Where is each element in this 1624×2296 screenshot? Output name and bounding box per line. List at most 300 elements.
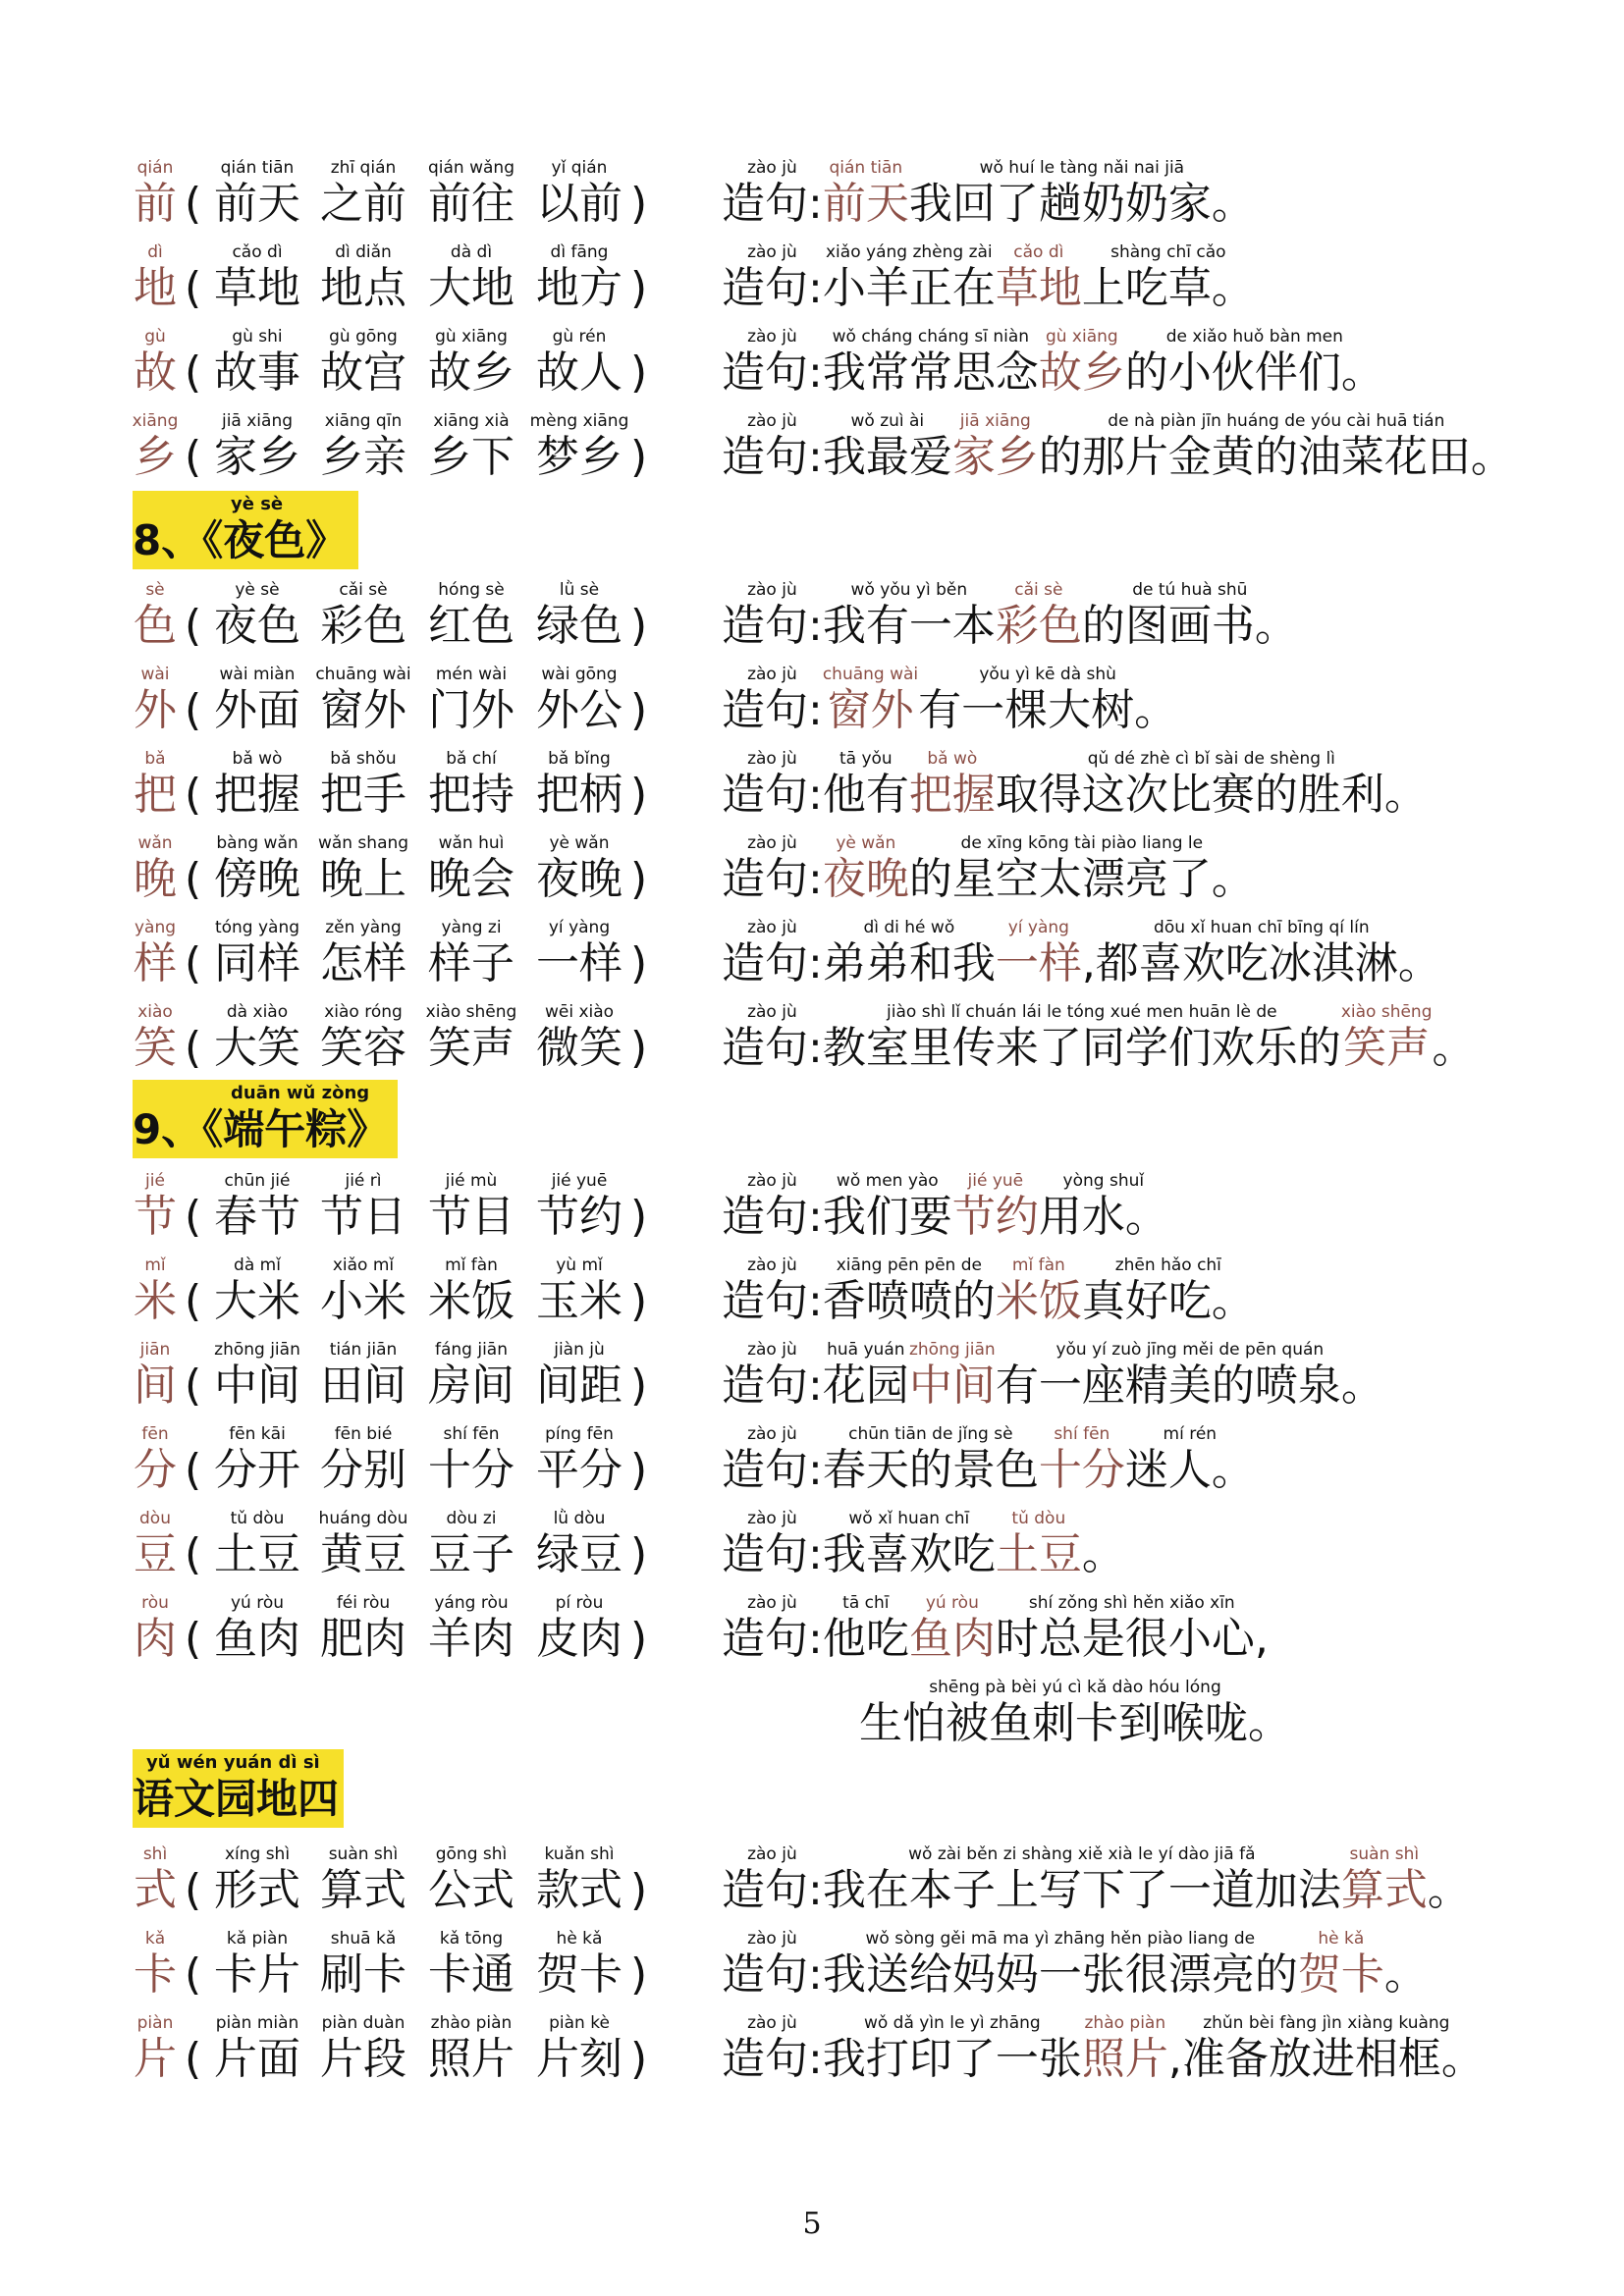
sentence-fragment-pinyin: jiào shì lǐ chuán lái le tóng xué men huān lè de bbox=[887, 1002, 1277, 1022]
word-compound-hanzi: 故乡 bbox=[428, 347, 514, 398]
close-paren: ) bbox=[630, 179, 648, 229]
heading-title: 语文园地四 bbox=[133, 1775, 340, 1823]
word-compound-hanzi: 绿豆 bbox=[536, 1529, 623, 1579]
word-compound-hanzi: 公式 bbox=[428, 1865, 514, 1915]
sentence-fragment-hanzi: 我们要 bbox=[822, 1192, 952, 1242]
sentence-keyword-pinyin: gù xiāng bbox=[1045, 327, 1118, 347]
open-paren: ( bbox=[185, 2034, 202, 2084]
target-character-hanzi: 乡 bbox=[134, 432, 177, 482]
sentence-fragment-hanzi: 造句: bbox=[722, 601, 823, 651]
word-compound-pinyin: jié rì bbox=[345, 1171, 382, 1191]
sentence-line bbox=[722, 917, 1441, 989]
word-compound bbox=[206, 832, 308, 905]
sentence-line bbox=[722, 410, 1514, 483]
sentence-fragment bbox=[859, 1677, 1291, 1749]
character-words bbox=[126, 410, 676, 495]
example-sentence bbox=[722, 157, 1586, 241]
word-compound bbox=[312, 832, 414, 905]
sentence-fragment-hanzi: 造句: bbox=[722, 938, 823, 988]
sentence-fragment-pinyin: yòng shuǐ bbox=[1062, 1171, 1145, 1191]
sentence-fragment-hanzi: 我送给妈妈一张很漂亮的 bbox=[822, 1949, 1298, 2000]
word-compound-pinyin: gōng shì bbox=[435, 1844, 508, 1864]
word-compound-hanzi: 皮肉 bbox=[536, 1614, 623, 1664]
sentence-fragment-pinyin bbox=[1433, 1001, 1476, 1023]
sentence-line bbox=[722, 1423, 1255, 1496]
word-compound-hanzi: 一样 bbox=[536, 938, 623, 988]
sentence-fragment-hanzi: 用水。 bbox=[1038, 1192, 1168, 1242]
word-compound-hanzi: 小米 bbox=[320, 1276, 406, 1326]
sentence-fragment-pinyin: zào jù bbox=[747, 1929, 797, 1949]
sentence-line bbox=[722, 241, 1255, 314]
sentence-fragment-hanzi: 我回了趟奶奶家。 bbox=[908, 179, 1255, 229]
word-compound-hanzi: 梦乡 bbox=[536, 432, 623, 482]
target-character bbox=[126, 579, 185, 652]
word-compound bbox=[528, 917, 630, 989]
sentence-keyword bbox=[823, 832, 909, 905]
sentence-fragment bbox=[722, 1423, 823, 1496]
word-compound-hanzi: 形式 bbox=[214, 1865, 300, 1915]
sentence-keyword-hanzi: 米饭 bbox=[995, 1276, 1082, 1326]
target-character-hanzi: 前 bbox=[134, 179, 177, 229]
open-paren: ( bbox=[185, 938, 202, 988]
word-compound-pinyin: tián jiān bbox=[329, 1340, 398, 1360]
word-compound bbox=[528, 1843, 630, 1916]
word-compound bbox=[420, 579, 522, 652]
sentence-fragment-pinyin bbox=[1428, 1843, 1471, 1865]
heading-title: 8、《夜色》 bbox=[133, 516, 348, 564]
sentence-fragment bbox=[722, 748, 823, 821]
word-compound bbox=[312, 326, 414, 399]
vocab-entry bbox=[0, 664, 1624, 748]
word-compound-pinyin: huáng dòu bbox=[318, 1509, 408, 1528]
word-compound bbox=[206, 157, 308, 230]
word-compound-hanzi: 地方 bbox=[536, 263, 623, 313]
vocab-entry bbox=[0, 241, 1624, 326]
word-compound-hanzi: 微笑 bbox=[536, 1023, 623, 1073]
open-paren: ( bbox=[185, 1361, 202, 1411]
sentence-fragment-pinyin: wǒ cháng cháng sī niàn bbox=[832, 327, 1030, 347]
sentence-keyword bbox=[1341, 1001, 1433, 1074]
word-compound bbox=[312, 748, 414, 821]
word-compound-hanzi: 彩色 bbox=[320, 601, 406, 651]
word-compound-hanzi: 分别 bbox=[320, 1445, 406, 1495]
target-character-hanzi: 豆 bbox=[134, 1529, 177, 1579]
sentence-fragment-pinyin: zào jù bbox=[747, 580, 797, 600]
word-compound-hanzi: 把持 bbox=[428, 770, 514, 820]
word-compound-pinyin: piàn duàn bbox=[321, 2013, 406, 2033]
word-compound bbox=[312, 1843, 414, 1916]
word-compound bbox=[206, 1170, 308, 1243]
open-paren: ( bbox=[185, 854, 202, 904]
sentence-fragment-pinyin: wǒ zuì ài bbox=[850, 411, 925, 431]
open-paren: ( bbox=[185, 1192, 202, 1242]
sentence-fragment-pinyin: tā yǒu bbox=[839, 749, 893, 769]
word-compound-pinyin: bǎ chí bbox=[446, 749, 497, 769]
sentence-fragment-hanzi: 迷人。 bbox=[1124, 1445, 1255, 1495]
sentence-fragment-hanzi: 我常常思念 bbox=[822, 347, 1039, 398]
sentence-fragment-hanzi: 。 bbox=[1432, 1023, 1476, 1073]
sentence-fragment-hanzi: 造句: bbox=[722, 432, 823, 482]
word-compound-hanzi: 田间 bbox=[320, 1361, 406, 1411]
sentence-fragment-hanzi: ,准备放进相框。 bbox=[1167, 2034, 1485, 2084]
sentence-fragment bbox=[722, 1170, 823, 1243]
word-compound-pinyin: gù gōng bbox=[329, 327, 398, 347]
sentence-keyword-pinyin: hè kǎ bbox=[1318, 1929, 1365, 1949]
target-character-pinyin: fēn bbox=[141, 1424, 169, 1444]
word-compound bbox=[206, 241, 308, 314]
word-compound-hanzi: 故宫 bbox=[320, 347, 406, 398]
target-character-hanzi: 色 bbox=[134, 601, 177, 651]
word-compound-pinyin: yù mǐ bbox=[556, 1255, 603, 1275]
target-character-pinyin: qián bbox=[136, 158, 174, 178]
sentence-fragment-pinyin: zào jù bbox=[747, 2013, 797, 2033]
word-compound-hanzi: 分开 bbox=[214, 1445, 300, 1495]
sentence-fragment-pinyin: zào jù bbox=[747, 242, 797, 262]
word-compound-hanzi: 同样 bbox=[214, 938, 300, 988]
example-sentence bbox=[722, 1170, 1586, 1255]
word-compound bbox=[312, 1423, 414, 1496]
sentence-fragment bbox=[1082, 1508, 1125, 1580]
word-compound bbox=[528, 579, 630, 652]
word-compound-pinyin: yú ròu bbox=[230, 1593, 285, 1613]
word-compound bbox=[206, 1255, 308, 1327]
sentence-fragment-hanzi: 弟弟和我 bbox=[822, 938, 996, 988]
word-compound-hanzi: 羊肉 bbox=[428, 1614, 514, 1664]
sentence-fragment-hanzi: 。 bbox=[1427, 1865, 1471, 1915]
sentence-fragment bbox=[823, 1423, 1039, 1496]
character-words bbox=[126, 1001, 676, 1086]
sentence-fragment-hanzi: 我打印了一张 bbox=[822, 2034, 1082, 2084]
character-words bbox=[126, 664, 676, 748]
word-compound-pinyin: qián tiān bbox=[220, 158, 295, 178]
sentence-keyword-hanzi: 贺卡 bbox=[1297, 1949, 1384, 2000]
sentence-fragment-pinyin bbox=[1082, 1508, 1125, 1529]
word-compound-hanzi: 节约 bbox=[536, 1192, 623, 1242]
target-character-pinyin: shì bbox=[142, 1844, 168, 1864]
word-compound-pinyin: xiào shēng bbox=[425, 1002, 517, 1022]
target-character bbox=[126, 241, 185, 314]
sentence-fragment bbox=[722, 1592, 823, 1665]
word-compound-hanzi: 笑容 bbox=[320, 1023, 406, 1073]
character-words bbox=[126, 1339, 676, 1423]
word-compound-pinyin: tǔ dòu bbox=[230, 1509, 285, 1528]
sentence-fragment bbox=[823, 1592, 909, 1665]
sentence-keyword-pinyin: cǎo dì bbox=[1013, 242, 1064, 262]
word-compound bbox=[528, 241, 630, 314]
sentence-fragment-hanzi: 我最爱 bbox=[822, 432, 952, 482]
sentence-fragment-pinyin: zào jù bbox=[747, 411, 797, 431]
word-compound-pinyin: xiāng xià bbox=[433, 411, 510, 431]
target-character-pinyin: xiào bbox=[137, 1002, 173, 1022]
vocab-entry bbox=[0, 410, 1624, 495]
vocab-entry bbox=[0, 579, 1624, 664]
sentence-fragment-hanzi: 。 bbox=[1081, 1529, 1125, 1579]
word-compound-hanzi: 门外 bbox=[428, 685, 514, 735]
word-compound-hanzi: 节日 bbox=[320, 1192, 406, 1242]
word-compound bbox=[312, 579, 414, 652]
sentence-keyword-hanzi: 中间 bbox=[908, 1361, 996, 1411]
word-compound-pinyin: pí ròu bbox=[555, 1593, 604, 1613]
word-compound-pinyin: xiào róng bbox=[324, 1002, 403, 1022]
word-compound-pinyin: wǎn shang bbox=[317, 833, 409, 853]
word-compound-pinyin: jiā xiāng bbox=[221, 411, 294, 431]
sentence-keyword-pinyin: jié yuē bbox=[967, 1171, 1024, 1191]
sentence-fragment bbox=[823, 1170, 952, 1243]
sentence-fragment-hanzi: 造句: bbox=[722, 1445, 823, 1495]
sentence-fragment bbox=[1433, 1001, 1476, 1074]
word-compound-hanzi: 晚会 bbox=[428, 854, 514, 904]
sentence-fragment bbox=[722, 326, 823, 399]
sentence-fragment bbox=[823, 1928, 1298, 2001]
word-compound-pinyin: xíng shì bbox=[224, 1844, 291, 1864]
sentence-fragment-pinyin: zào jù bbox=[747, 833, 797, 853]
sentence-fragment bbox=[722, 579, 823, 652]
word-compound-pinyin: tóng yàng bbox=[214, 918, 300, 937]
sentence-fragment-pinyin: qǔ dé zhè cì bǐ sài de shèng lì bbox=[1087, 749, 1335, 769]
sentence-fragment bbox=[722, 1339, 823, 1412]
example-sentence bbox=[722, 326, 1586, 410]
open-paren: ( bbox=[185, 1949, 202, 2000]
word-compound-pinyin: zhào piàn bbox=[430, 2013, 513, 2033]
character-words bbox=[126, 157, 676, 241]
vocab-entry bbox=[0, 157, 1624, 241]
sentence-fragment bbox=[722, 832, 823, 905]
word-compound-pinyin: jié yuē bbox=[551, 1171, 608, 1191]
sentence-fragment-hanzi: 造句: bbox=[722, 1949, 823, 2000]
word-compound bbox=[206, 1592, 308, 1665]
word-compound-hanzi: 算式 bbox=[320, 1865, 406, 1915]
sentence-fragment bbox=[823, 748, 909, 821]
character-words bbox=[126, 1592, 676, 1677]
word-compound-pinyin: chūn jié bbox=[224, 1171, 291, 1191]
sentence-fragment bbox=[722, 917, 823, 989]
word-compound-hanzi: 样子 bbox=[428, 938, 514, 988]
sentence-fragment bbox=[823, 1339, 909, 1412]
target-character-hanzi: 地 bbox=[134, 263, 177, 313]
sentence-fragment-pinyin: wǒ men yào bbox=[836, 1171, 939, 1191]
sentence-fragment-pinyin: tā chī bbox=[842, 1593, 890, 1613]
sentence-fragment-pinyin: zào jù bbox=[747, 1424, 797, 1444]
word-compound bbox=[420, 1170, 522, 1243]
close-paren: ) bbox=[630, 1865, 648, 1915]
word-compound bbox=[420, 2012, 522, 2085]
word-compound bbox=[420, 1339, 522, 1412]
sentence-keyword-pinyin: chuāng wài bbox=[822, 665, 919, 684]
word-compound-pinyin: shuā kǎ bbox=[330, 1929, 397, 1949]
target-character-pinyin: dì bbox=[147, 242, 163, 262]
sentence-fragment-pinyin: xiǎo yáng zhèng zài bbox=[826, 242, 993, 262]
section-heading bbox=[133, 1749, 344, 1828]
close-paren: ) bbox=[630, 1276, 648, 1326]
sentence-keyword-pinyin: zhào piàn bbox=[1084, 2013, 1166, 2033]
sentence-fragment-pinyin: de tú huà shū bbox=[1132, 580, 1248, 600]
word-compound-pinyin: qián wǎng bbox=[428, 158, 514, 178]
sentence-line bbox=[722, 1255, 1255, 1327]
sentence-keyword-pinyin: yè wǎn bbox=[836, 833, 896, 853]
word-compound-hanzi: 卡通 bbox=[428, 1949, 514, 2000]
word-compound-pinyin: fáng jiān bbox=[434, 1340, 508, 1360]
close-paren: ) bbox=[630, 1445, 648, 1495]
word-compound-pinyin: dòu zi bbox=[446, 1509, 497, 1528]
word-compound bbox=[206, 2012, 308, 2085]
word-compound-pinyin: yí yàng bbox=[548, 918, 611, 937]
word-compound-hanzi: 怎样 bbox=[320, 938, 406, 988]
word-compound bbox=[420, 917, 522, 989]
sentence-fragment-pinyin: zào jù bbox=[747, 1171, 797, 1191]
sentence-fragment bbox=[823, 1508, 996, 1580]
sentence-fragment bbox=[909, 832, 1255, 905]
word-compound-hanzi: 鱼肉 bbox=[214, 1614, 300, 1664]
sentence-fragment-pinyin: wǒ yǒu yì běn bbox=[850, 580, 968, 600]
target-character bbox=[126, 410, 185, 483]
sentence-fragment bbox=[996, 1592, 1269, 1665]
sentence-fragment bbox=[1082, 917, 1441, 989]
sentence-fragment-pinyin: zào jù bbox=[747, 158, 797, 178]
sentence-fragment-pinyin: yǒu yí zuò jīng měi de pēn quán bbox=[1056, 1340, 1325, 1360]
word-compound-pinyin: fēn bié bbox=[334, 1424, 393, 1444]
word-compound-hanzi: 外公 bbox=[536, 685, 623, 735]
sentence-fragment-pinyin: dì di hé wǒ bbox=[863, 918, 955, 937]
sentence-fragment bbox=[722, 241, 823, 314]
sentence-fragment-hanzi: 时总是很小心, bbox=[995, 1614, 1269, 1664]
sentence-keyword bbox=[1039, 326, 1125, 399]
open-paren: ( bbox=[185, 432, 202, 482]
target-character-pinyin: xiāng bbox=[132, 411, 179, 431]
sentence-fragment bbox=[722, 1928, 823, 2001]
example-sentence bbox=[722, 241, 1586, 326]
sentence-fragment bbox=[722, 410, 823, 483]
sentence-fragment-pinyin: wǒ huí le tàng nǎi nai jiā bbox=[979, 158, 1185, 178]
word-compound-hanzi: 米饭 bbox=[428, 1276, 514, 1326]
word-compound-hanzi: 间距 bbox=[536, 1361, 623, 1411]
sentence-keyword-pinyin: bǎ wò bbox=[927, 749, 978, 769]
close-paren: ) bbox=[630, 1949, 648, 2000]
word-compound bbox=[528, 1001, 630, 1074]
sentence-fragment-hanzi: 我有一本 bbox=[822, 601, 996, 651]
sentence-fragment bbox=[1039, 1170, 1168, 1243]
sentence-fragment-pinyin: de xīng kōng tài piào liang le bbox=[960, 833, 1204, 853]
sentence-fragment bbox=[823, 2012, 1082, 2085]
sentence-keyword bbox=[996, 1255, 1082, 1327]
word-compound bbox=[206, 1423, 308, 1496]
sentence-keyword-hanzi: 一样 bbox=[995, 938, 1082, 988]
word-compound bbox=[312, 1001, 414, 1074]
sentence-keyword bbox=[952, 410, 1039, 483]
word-compound bbox=[206, 1843, 308, 1916]
sentence-keyword bbox=[952, 1170, 1039, 1243]
sentence-fragment-hanzi: 造句: bbox=[722, 770, 823, 820]
example-sentence bbox=[722, 664, 1586, 748]
sentence-fragment-pinyin: zào jù bbox=[747, 1002, 797, 1022]
example-sentence bbox=[722, 2012, 1586, 2097]
target-character-hanzi: 卡 bbox=[134, 1949, 177, 2000]
word-compound-hanzi: 肥肉 bbox=[320, 1614, 406, 1664]
word-compound-hanzi: 片面 bbox=[214, 2034, 300, 2084]
sentence-fragment-hanzi: 造句: bbox=[722, 1023, 823, 1073]
word-compound bbox=[312, 1339, 414, 1412]
sentence-fragment-pinyin: zào jù bbox=[747, 1255, 797, 1275]
sentence-fragment-hanzi: 造句: bbox=[722, 685, 823, 735]
word-compound-hanzi: 傍晚 bbox=[214, 854, 300, 904]
sentence-keyword-pinyin: jiā xiāng bbox=[959, 411, 1031, 431]
sentence-line bbox=[722, 664, 1177, 736]
word-compound-pinyin: piàn kè bbox=[549, 2013, 610, 2033]
target-character-hanzi: 片 bbox=[134, 2034, 177, 2084]
word-compound-pinyin: bàng wǎn bbox=[216, 833, 298, 853]
open-paren: ( bbox=[185, 685, 202, 735]
sentence-fragment-pinyin: dōu xǐ huan chī bīng qí lín bbox=[1154, 918, 1370, 937]
sentence-fragment-pinyin: huā yuán bbox=[827, 1340, 905, 1360]
character-words bbox=[126, 1255, 676, 1339]
sentence-line bbox=[722, 1170, 1168, 1243]
open-paren: ( bbox=[185, 1276, 202, 1326]
target-character bbox=[126, 1339, 185, 1412]
word-compound-hanzi: 片段 bbox=[320, 2034, 406, 2084]
character-words bbox=[126, 579, 676, 664]
target-character-pinyin: piàn bbox=[136, 2013, 174, 2033]
sentence-fragment bbox=[1168, 2012, 1485, 2085]
word-compound-hanzi: 大笑 bbox=[214, 1023, 300, 1073]
word-compound bbox=[312, 664, 414, 736]
word-compound-hanzi: 夜晚 bbox=[536, 854, 623, 904]
sentence-fragment bbox=[823, 241, 996, 314]
word-compound bbox=[420, 1423, 522, 1496]
target-character-hanzi: 样 bbox=[134, 938, 177, 988]
sentence-fragment-hanzi: 的小伙伴们。 bbox=[1124, 347, 1384, 398]
word-compound-pinyin: jiàn jù bbox=[554, 1340, 605, 1360]
word-compound-pinyin: zěn yàng bbox=[325, 918, 402, 937]
sentence-line bbox=[722, 1843, 1471, 1916]
word-compound bbox=[528, 832, 630, 905]
page-number: 5 bbox=[802, 2207, 822, 2241]
word-compound bbox=[206, 1001, 308, 1074]
sentence-fragment-hanzi: 真好吃。 bbox=[1081, 1276, 1255, 1326]
sentence-fragment-pinyin: zào jù bbox=[747, 1844, 797, 1864]
sentence-fragment-hanzi: 花园 bbox=[822, 1361, 909, 1411]
word-compound-pinyin: wēi xiào bbox=[544, 1002, 615, 1022]
vocab-entry bbox=[0, 1592, 1624, 1748]
sentence-keyword bbox=[996, 241, 1082, 314]
sentence-fragment bbox=[722, 1508, 823, 1580]
sentence-fragment-hanzi: 造句: bbox=[722, 179, 823, 229]
word-compound bbox=[206, 664, 308, 736]
example-sentence bbox=[722, 1928, 1586, 2012]
target-character-pinyin: gù bbox=[144, 327, 166, 347]
sentence-keyword bbox=[996, 917, 1082, 989]
word-compound bbox=[528, 1339, 630, 1412]
sentence-keyword-hanzi: 十分 bbox=[1038, 1445, 1125, 1495]
word-compound-pinyin: yǐ qián bbox=[551, 158, 608, 178]
close-paren: ) bbox=[630, 347, 648, 398]
word-compound-pinyin: gù rén bbox=[552, 327, 607, 347]
word-compound-pinyin: mén wài bbox=[435, 665, 508, 684]
sentence-fragment-hanzi: 教室里传来了同学们欢乐的 bbox=[822, 1023, 1341, 1073]
sentence-fragment bbox=[823, 326, 1039, 399]
word-compound bbox=[528, 1928, 630, 2001]
word-compound-hanzi: 之前 bbox=[320, 179, 406, 229]
word-compound-hanzi: 乡下 bbox=[428, 432, 514, 482]
target-character bbox=[126, 748, 185, 821]
sentence-fragment bbox=[722, 2012, 823, 2085]
sentence-fragment-hanzi: 造句: bbox=[722, 1865, 823, 1915]
word-compound bbox=[312, 410, 414, 483]
sentence-fragment-pinyin: shàng chī cǎo bbox=[1110, 242, 1226, 262]
sentence-fragment-pinyin: shēng pà bèi yú cì kǎ dào hóu lóng bbox=[929, 1678, 1221, 1697]
open-paren: ( bbox=[185, 263, 202, 313]
sentence-fragment-hanzi: 有一座精美的喷泉。 bbox=[995, 1361, 1384, 1411]
word-compound bbox=[528, 1170, 630, 1243]
target-character bbox=[126, 326, 185, 399]
